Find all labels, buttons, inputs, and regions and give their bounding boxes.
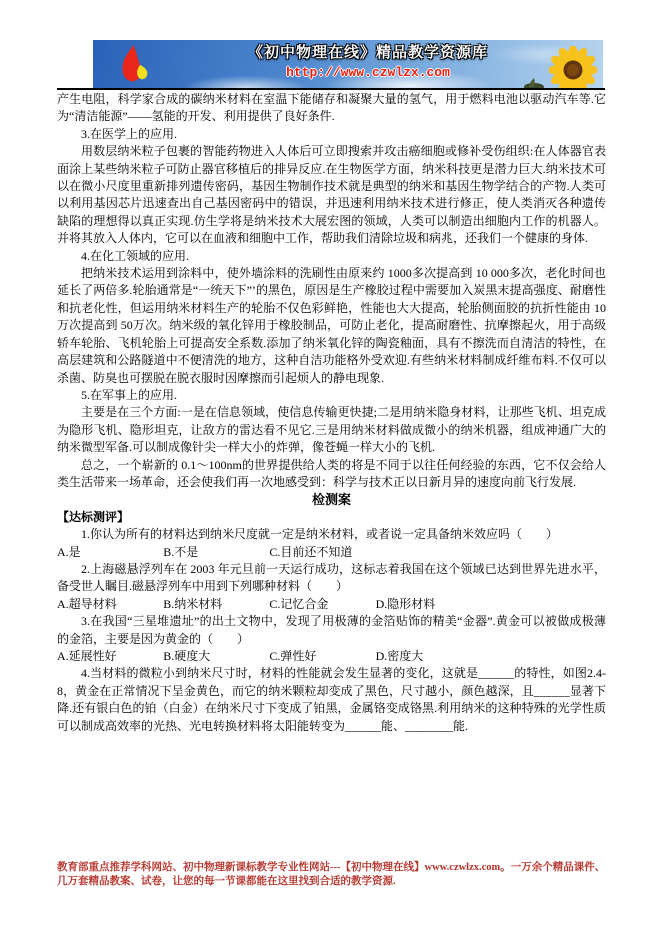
option: C.目前还不知道 (269, 544, 353, 559)
question-3-stem: 3.在我国“三星堆遗址”的出土文物中，发现了用极薄的金箔贴饰的精美“金器”.黄金可以被做成极薄的金箔，主要是因为黄金的（ ） (57, 614, 606, 646)
option: C.记忆合金 (269, 596, 329, 611)
banner-text-block (203, 42, 533, 82)
question-2-options (57, 596, 606, 613)
quiz-heading: 【达标测评】 (57, 509, 130, 524)
site-logo-icon (113, 43, 149, 85)
test-section-heading: 检测案 (311, 492, 351, 508)
question-3-options (57, 648, 606, 665)
site-url: http://www.czwlzx.com (286, 65, 450, 80)
site-title: 《初中物理在线》精品教学资源库 (247, 45, 488, 61)
footer-line-1: 教育部重点推荐学科网站、初中物理新课标教学专业性网站---【初中物理在线】www.czwlzx.com。一万余个精品课件、 (57, 862, 606, 873)
section-heading-military: 5.在军事上的应用. (81, 387, 178, 402)
question-2-stem: 2.上海磁悬浮列车在 2003 年元旦前一天运行成功，这标志着我国在这个领域已达到世界先进水平，备受世人瞩目.磁悬浮列车中用到下列哪种材料（ ） (57, 561, 606, 594)
section-heading-chemical: 4.在化工领域的应用. (81, 248, 190, 263)
option: B.硬度大 (163, 649, 211, 663)
option: A.延展性好 (57, 649, 117, 663)
option: C.弹性好 (269, 649, 317, 663)
option: A.超导材料 (57, 596, 117, 611)
section-heading-medical: 3.在医学上的应用. (81, 126, 178, 141)
paragraph-intro: 产生电阻，科学家合成的碳纳米材料在室温下能储存和凝聚大量的氢气，用于燃料电池以驱动汽车等.它为“清洁能源”——氢能的开发、利用提供了良好条件. (57, 92, 606, 124)
option: B.不是 (163, 544, 199, 559)
section-body-military: 主要是在三个方面:一是在信息领域，使信息传输更快捷;二是用纳米隐身材料，让那些飞机、坦克成为隐形飞机、隐形坦克，让敌方的雷达看不见它.三是用纳米材料做成微小的纳米机器，组成神通广大的纳米微型军备.可以制成像针尖一样大小的炸弹，像苍蝇一样大小的飞机. (57, 405, 607, 455)
footer-note (57, 861, 609, 888)
option: D.隐形材料 (375, 596, 436, 611)
section-body-chemical: 把纳米技术运用到涂料中，使外墙涂料的洗刷性由原来约 1000多次提高到 10 000多次，老化时间也延长了两倍多.轮胎通常是“一统天下”’的黑色，原因是生产橡胶过程中需要加入炭黑末提高强度、耐磨性和抗老化性，但运用纳米材料生产的轮胎不仅色彩鲜艳，性能也大大提高，轮胎侧面胶的抗折性能由 10万次提高到 50万次。纳米级的氧化锌用于橡胶制品，可防止老化，提高耐磨性、抗摩擦起火，用于高级轿车轮胎、飞机轮胎上可提高安全系数.添加了纳米氧化锌的陶瓷釉面，具有不擦洗而自清洁的特性，在高层建筑和公路隧道中不便清洗的地方，这种自洁功能格外受欢迎.有些纳米材料制成纤维布料.不仅可以杀菌、防臭也可摆脱在脱衣服时因摩擦而引起烦人的静电现象. (57, 266, 606, 385)
header-divider (57, 88, 605, 90)
option: D.密度大 (375, 649, 424, 663)
question-4-stem: 4.当材料的微粒小到纳米尺寸时，材料的性能就会发生显著的变化，这就是______的特性，如图2.4-8，黄金在正常情况下呈金黄色，而它的纳米颗粒却变成了黑色，尺寸越小，颜色越深，且______显著下降.还有银白色的铂（白金）在纳米尺寸下变成了铂黑，金属铬变成铬黑.利用纳米的这种特殊的光学性质可以制成高效率的光热、光电转换材料将太阳能转变为______能、________能. (57, 666, 606, 733)
question-1-stem: 1.你认为所有的材料达到纳米尺度就一定是纳米材料，或者说一定具备纳米效应吗（ ） (81, 527, 559, 542)
question-1-options (57, 544, 606, 561)
section-body-medical: 用数层纳米粒子包裹的智能药物进入人体后可立即搜索并攻击癌细胞或修补受伤组织:在人体器官表面涂上某些纳米粒子可防止器官移植后的排异反应.在生物医学方面，纳米科技更是潜力巨大.纳米技术可以在微小尺度里重新排列遗传密码，基因生物制作技术就是典型的纳米和基因生物学结合的产物.人类可以利用基因芯片迅速查出自己基因密码中的错误，并迅速利用纳米技术进行修正，使人类消灭各种遗传缺陷的理想得以真正实现.仿生学将是纳米技术大展宏图的领域，人类可以制造出细胞内工作的机器人。并将其放入人体内，它可以在血液和细胞中工作，帮助我们清除垃圾和病兆，还我们一个健康的身体. (57, 144, 606, 246)
site-banner (93, 40, 603, 88)
option: A.是 (57, 544, 81, 559)
paragraph-summary: 总之，一个崭新的 0.1～100nm的世界提供给人类的将是不同于以往任何经验的东西，它不仅会给人类生活带来一场革命，还会使我们再一次地感受到：科学与技术正以日新月异的速度向前飞行发展. (57, 457, 606, 489)
document-body (57, 91, 606, 735)
grass-icon (523, 78, 545, 88)
option: B.纳米材料 (163, 596, 223, 611)
footer-line-2: 几万套精品教案、试卷，让您的每一节课都能在这里找到合适的教学资源. (57, 875, 396, 887)
sunflower-icon (549, 46, 597, 88)
